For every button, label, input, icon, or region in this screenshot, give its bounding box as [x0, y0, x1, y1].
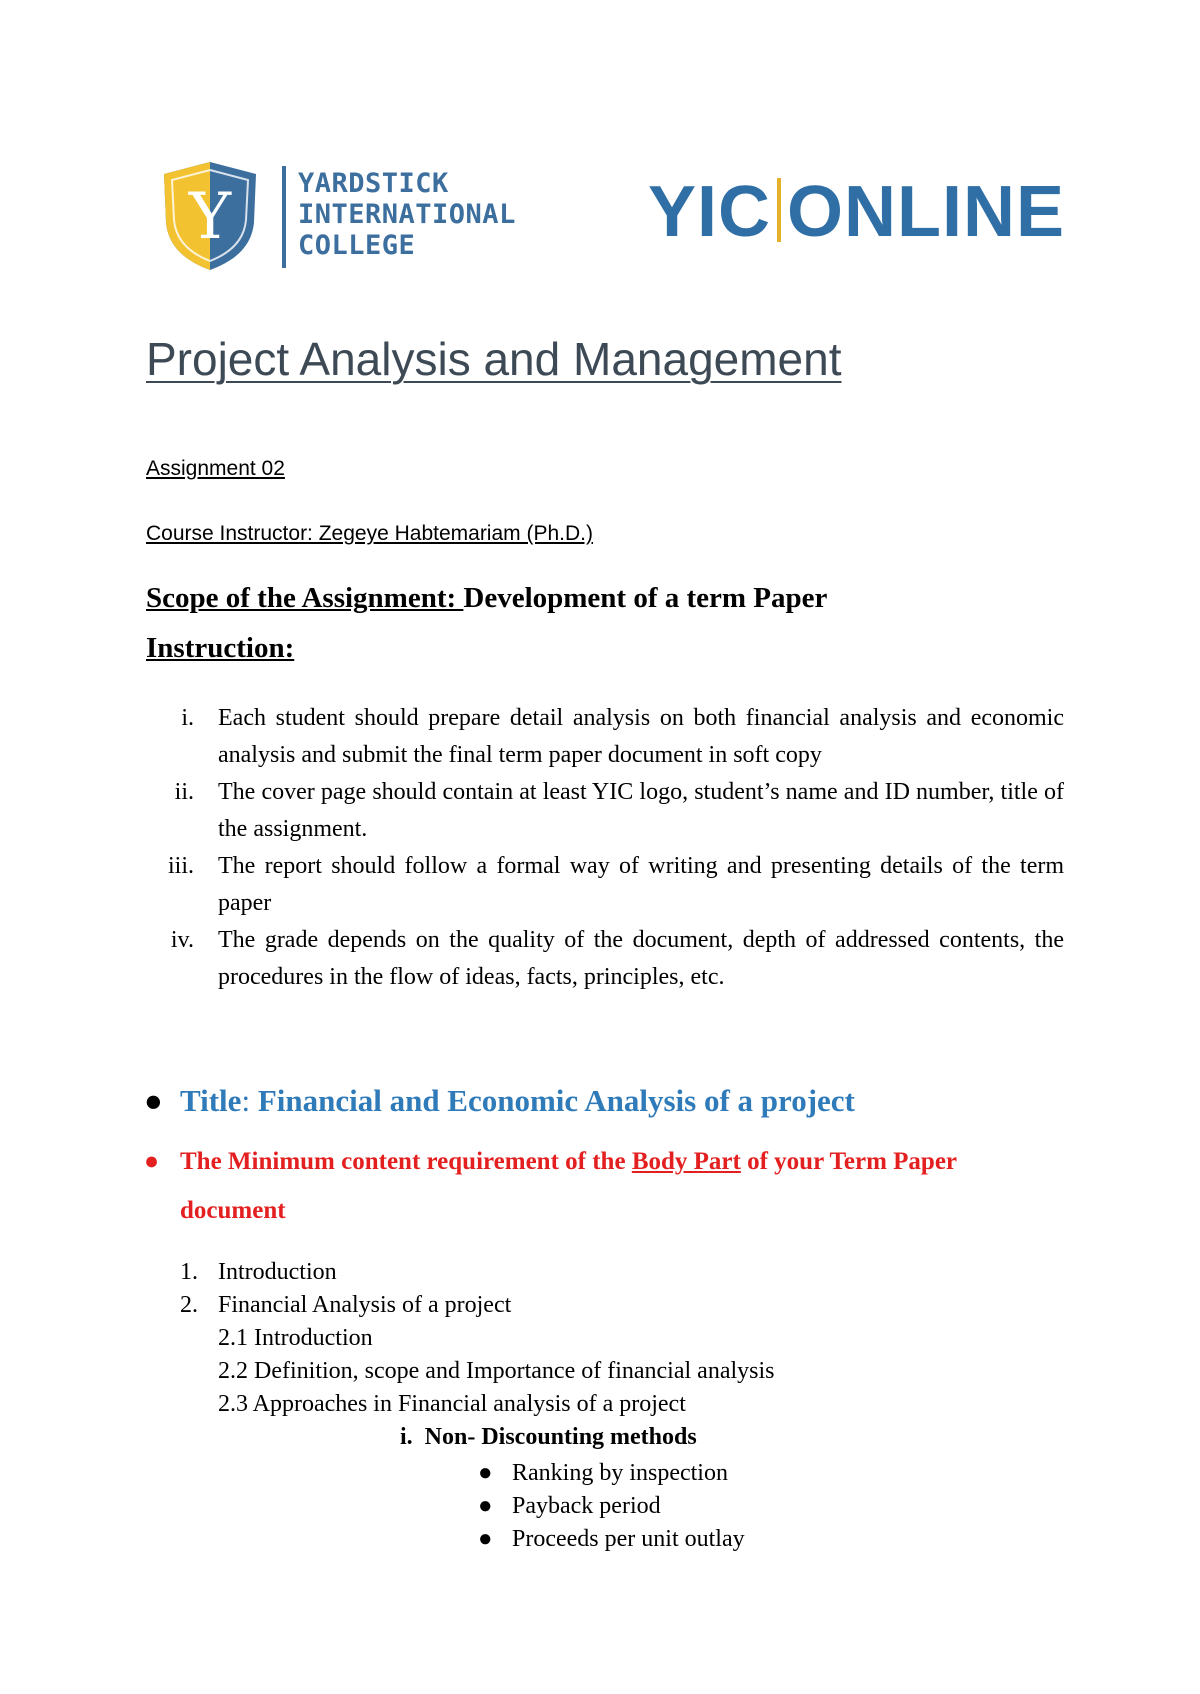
- instruction-text: The report should follow a formal way of writing and presenting details of the term paper: [218, 853, 1064, 916]
- sub-outline-item: 2.2 Definition, scope and Importance of financial analysis: [218, 1358, 775, 1384]
- outline-number: 2.: [180, 1292, 198, 1318]
- method-text: Proceeds per unit outlay: [512, 1526, 745, 1552]
- scope-line: [146, 582, 827, 615]
- instruction-text: Each student should prepare detail analysis on both financial analysis and economic analysis and submit the final term paper document in soft copy: [218, 705, 1064, 768]
- non-discounting-number: i.: [400, 1424, 413, 1450]
- non-discounting-list: [478, 1457, 745, 1556]
- content-outline: [180, 1256, 775, 1421]
- college-name-line: INTERNATIONAL: [298, 199, 516, 230]
- yic-text: YIC: [648, 172, 772, 252]
- scope-label: Scope of the Assignment:: [146, 582, 464, 614]
- instruction-text: The cover page should contain at least YIC logo, student’s name and ID number, title of the assignment.: [218, 779, 1064, 842]
- logo-gold-bar: [777, 178, 781, 242]
- yardstick-shield-logo: [160, 160, 260, 272]
- bullet-icon: ●: [478, 1526, 493, 1552]
- online-text: ONLINE: [787, 172, 1066, 252]
- instruction-text: The grade depends on the quality of the document, depth of addressed contents, the procedures in the flow of ideas, facts, principles, etc.: [218, 927, 1064, 990]
- outline-item: [180, 1256, 775, 1289]
- instruction-heading: Instruction:: [146, 632, 295, 664]
- college-name: [298, 168, 516, 261]
- bullet-icon: ●: [144, 1148, 160, 1175]
- instruction-number: ii.: [174, 779, 194, 805]
- instruction-number: i.: [181, 705, 194, 731]
- scope-text: Development of a term Paper: [463, 582, 828, 614]
- method-item: [478, 1457, 745, 1490]
- requirement-text-after: of your Term Paper document: [180, 1148, 957, 1224]
- bullet-icon: ●: [144, 1083, 163, 1118]
- paper-title-bullet: [144, 1083, 855, 1119]
- requirement-text-before: The Minimum content requirement of the: [180, 1148, 632, 1175]
- college-name-line: COLLEGE: [298, 230, 416, 261]
- header-logos: [160, 160, 1066, 280]
- outline-text: Financial Analysis of a project: [218, 1292, 512, 1318]
- paper-title-label: Title: [180, 1083, 242, 1118]
- sub-outline-item: 2.3 Approaches in Financial analysis of a project: [218, 1391, 686, 1417]
- bullet-icon: ●: [478, 1493, 493, 1519]
- method-text: Ranking by inspection: [512, 1460, 728, 1486]
- content-requirement-bullet: [144, 1137, 1060, 1235]
- instruction-item: [146, 922, 1064, 996]
- non-discounting-title: Non- Discounting methods: [424, 1424, 697, 1450]
- sub-outline-item: 2.1 Introduction: [218, 1325, 373, 1351]
- method-item: [478, 1490, 745, 1523]
- instruction-item: [146, 774, 1064, 848]
- svg-text:Y: Y: [188, 180, 232, 254]
- instruction-list: [146, 700, 1064, 996]
- document-title: Project Analysis and Management: [146, 333, 842, 385]
- outline-item: [180, 1289, 775, 1322]
- method-text: Payback period: [512, 1493, 661, 1519]
- non-discounting-heading: [400, 1424, 697, 1451]
- college-name-line: YARDSTICK: [298, 168, 449, 199]
- paper-title-separator: :: [241, 1083, 258, 1118]
- requirement-body-part: Body Part: [631, 1148, 741, 1175]
- logo-divider: [282, 166, 286, 268]
- instruction-number: iv.: [170, 927, 194, 953]
- instruction-number: iii.: [167, 853, 194, 879]
- method-item: [478, 1523, 745, 1556]
- assignment-number: Assignment 02: [146, 457, 285, 480]
- instruction-item: [146, 848, 1064, 922]
- outline-number: 1.: [180, 1259, 198, 1285]
- course-instructor: Course Instructor: Zegeye Habtemariam (Ph.D.): [146, 522, 593, 545]
- outline-text: Introduction: [218, 1259, 337, 1285]
- paper-title-text: Financial and Economic Analysis of a project: [257, 1083, 855, 1118]
- bullet-icon: ●: [478, 1460, 493, 1486]
- yic-online-logo: [648, 172, 1065, 252]
- instruction-item: [146, 700, 1064, 774]
